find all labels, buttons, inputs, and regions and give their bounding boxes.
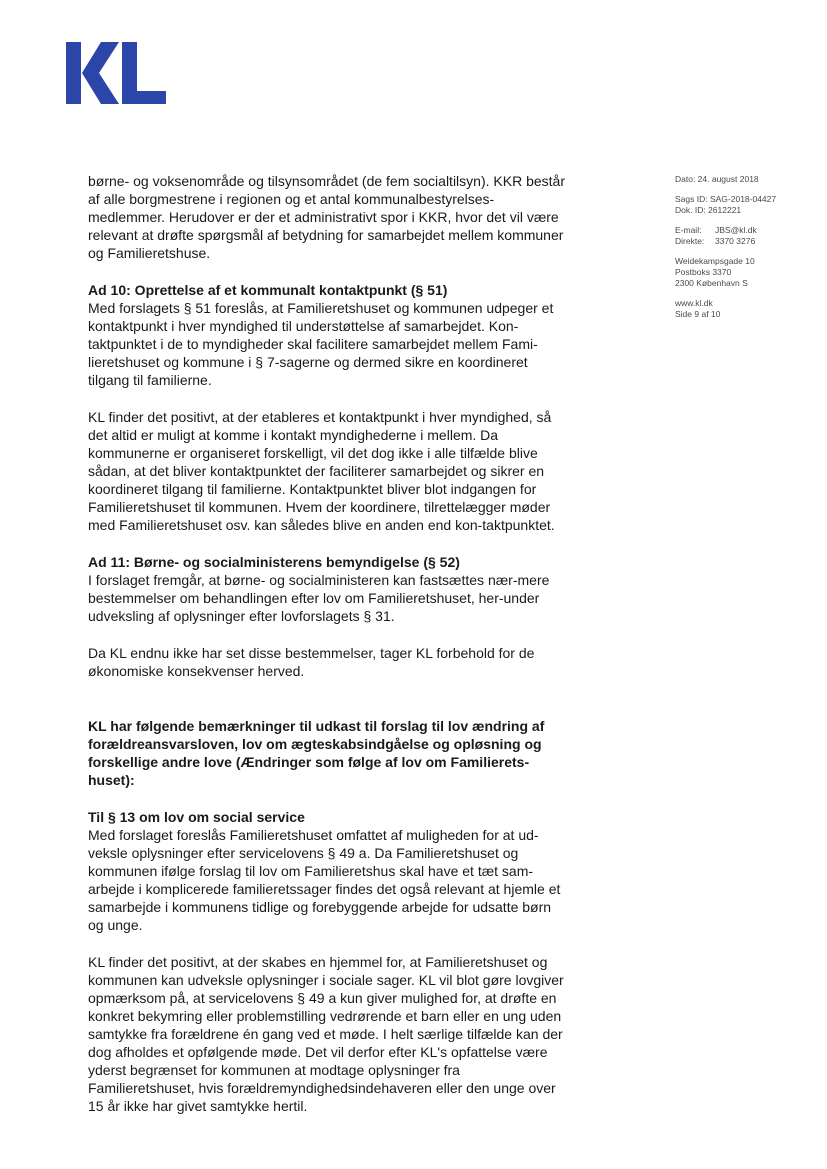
- meta-case-id: Sags ID: SAG-2018-04427: [675, 194, 777, 204]
- meta-address-box: Postboks 3370: [675, 267, 732, 277]
- meta-date: Dato: 24. august 2018: [675, 174, 759, 184]
- meta-doc-id: Dok. ID: 2612221: [675, 205, 742, 215]
- heading-ad10: Ad 10: Oprettelse af et kommunalt kontaktpunkt (§ 51): [88, 282, 448, 298]
- paragraph-ad11-comment: Da KL endnu ikke har set disse bestemmelser, tager KL forbehold for de økonomiske konsekvenser herved.: [88, 645, 535, 679]
- paragraph-kkr: børne- og voksenområde og tilsynsområdet (de fem socialtilsyn). KKR består af alle borgmestrene i regionen og et antal kommunalbestyrelses-medlemmer. Herudover er der et administrativt spor i KKR, hvor det vil være relevant at drøfte spørgsmål af betydning for samarbejdet mellem kommuner og Familieretshuse.: [88, 173, 565, 261]
- meta-email: E-mail: JBS@kl.dk: [675, 225, 757, 235]
- document-meta-sidebar: [675, 174, 815, 329]
- heading-til13: Til § 13 om lov om social service: [88, 809, 305, 825]
- paragraph-til13-proposal: Med forslaget foreslås Familieretshuset omfattet af muligheden for at ud-veksle oplysninger efter servicelovens § 49 a. Da Familieretshuset og kommunen ifølge forslag til lov om Familieretshus skal have et tæt sam-arbejde i komplicerede familieretssager findes det også relevant at hjemle et samarbejde i kommunens tidlige og forebyggende arbejde for udsatte børn og unge.: [88, 827, 561, 933]
- paragraph-til13-comment: KL finder det positivt, at der skabes en hjemmel for, at Familieretshuset og kommunen kan udveksle oplysninger i sociale sager. KL vil blot gøre lovgiver opmærksom på, at servicelovens § 49 a kun giver mulighed for, at drøfte en konkret bekymring eller problemstilling vedrørende et barn eller en ung uden samtykke fra forældrene én gang ved et møde. I helt særlige tilfælde kan der dog afholdes et opfølgende møde. Det vil derfor efter KL's opfattelse være yderst begrænset for kommunen at modtage oplysninger fra Familieretshuset, hvis forældremyndighedsindehaveren eller den unge over 15 år ikke har givet samtykke hertil.: [88, 954, 564, 1114]
- paragraph-ad10-proposal: Med forslagets § 51 foreslås, at Familieretshuset og kommunen udpeger et kontaktpunkt i hver myndighed til understøttelse af samarbejdet. Kon-taktpunktet i de to myndigheder skal facilitere samarbejdet mellem Fami-lieretshuset og kommune i § 7-sagerne og dermed sikre en koordineret tilgang til familierne.: [88, 300, 554, 388]
- meta-website: www.kl.dk: [675, 298, 713, 308]
- heading-remarks: KL har følgende bemærkninger til udkast til forslag til lov ændring af forældreansvarsloven, lov om ægteskabsindgåelse og opløsning og forskellige andre love (Ændringer som følge af lov om Familierets-huset):: [88, 718, 545, 788]
- meta-page-number: Side 9 af 10: [675, 309, 721, 319]
- meta-address-street: Weidekampsgade 10: [675, 256, 755, 266]
- letter-body: [88, 172, 566, 1134]
- paragraph-ad10-comment: KL finder det positivt, at der etableres et kontaktpunkt i hver myndighed, så det altid er muligt at komme i kontakt myndighederne i mellem. Da kommunerne er organiseret forskelligt, vil det dog ikke i alle tilfælde blive sådan, at det bliver kontaktpunktet der faciliterer samarbejdet og sikrer en koordineret tilgang til familierne. Kontaktpunktet bliver blot indgangen for Familieretshuset til kommunen. Hvem der koordinere, tilrettelægger møder med Familieretshuset osv. kan således blive en anden end kon-taktpunktet.: [88, 409, 555, 533]
- meta-address-city: 2300 København S: [675, 278, 748, 288]
- paragraph-ad11-proposal: I forslaget fremgår, at børne- og socialministeren kan fastsættes nær-mere bestemmelser om behandlingen efter lov om Familieretshuset, her-under udveksling af oplysninger efter lovforslagets § 31.: [88, 572, 550, 624]
- heading-ad11: Ad 11: Børne- og socialministerens bemyndigelse (§ 52): [88, 554, 460, 570]
- meta-direct-phone: Direkte: 3370 3276: [675, 236, 756, 246]
- kl-logo: [66, 42, 166, 104]
